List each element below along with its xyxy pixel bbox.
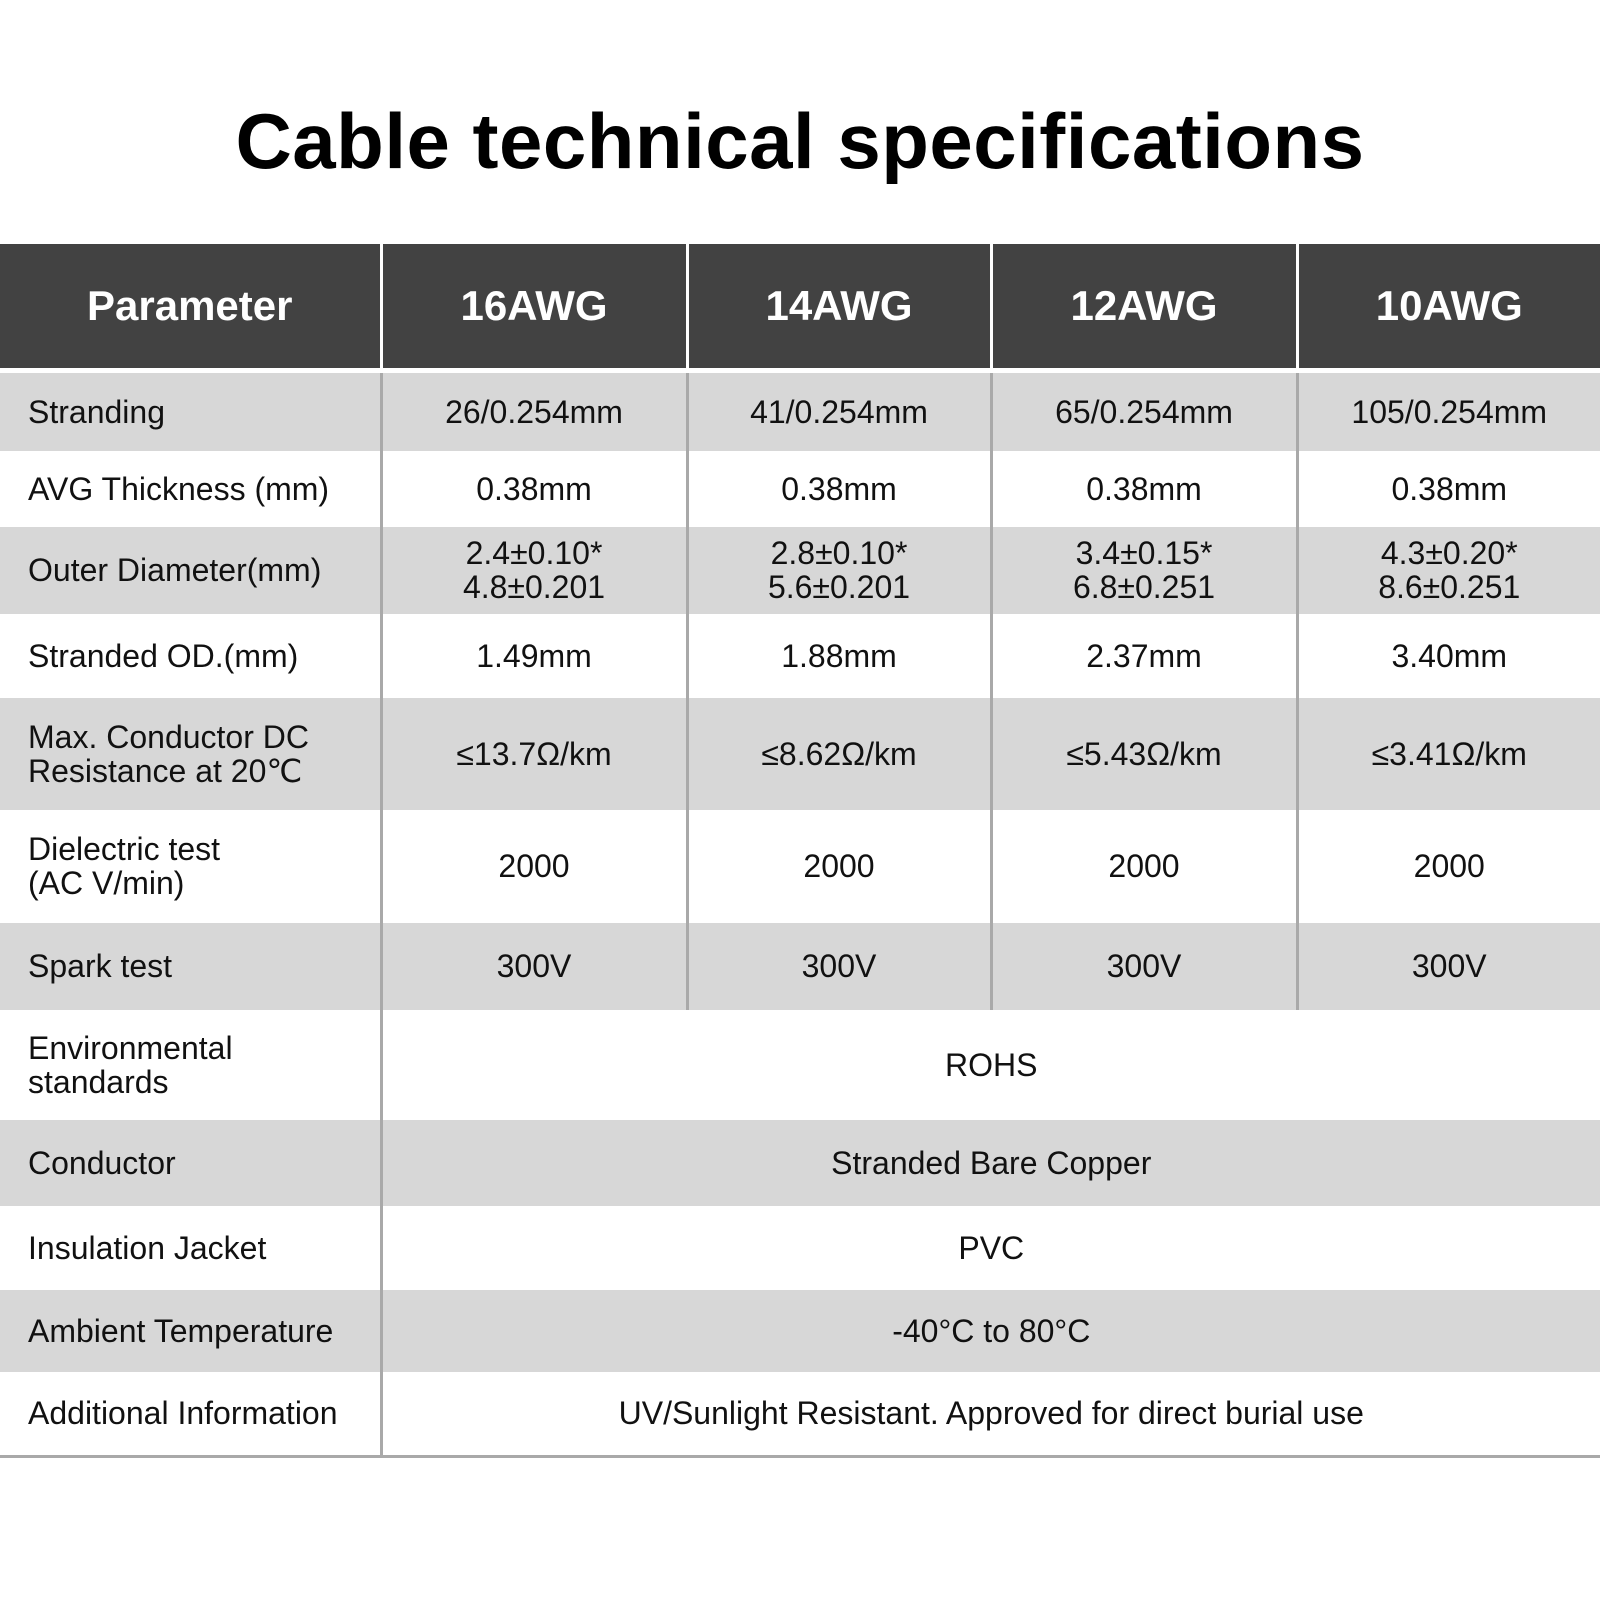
param-label: Spark test [0,923,381,1010]
param-label: Stranded OD.(mm) [0,614,381,698]
row-conductor [0,1120,1600,1206]
param-label: Stranding [0,371,381,451]
row-stranding [0,371,1600,451]
value-line: 2.4±0.10* [465,535,603,571]
value-cell: 0.38mm [1297,451,1600,527]
param-line: (AC V/min) [28,865,185,901]
row-avg-thickness [0,451,1600,527]
param-line: Resistance at 20℃ [28,752,303,789]
param-label: Insulation Jacket [0,1206,381,1290]
header-row [0,244,1600,371]
row-stranded-od [0,614,1600,698]
value-cell: ≤13.7Ω/km [381,698,687,810]
value-cell: 2000 [991,810,1297,923]
value-line: 2.8±0.10* [770,535,908,571]
header-14awg: 14AWG [687,244,991,371]
param-label: AVG Thickness (mm) [0,451,381,527]
value-cell: 65/0.254mm [991,371,1297,451]
value-cell: 300V [381,923,687,1010]
header-12awg: 12AWG [991,244,1297,371]
value-line: 6.8±0.251 [1072,569,1216,605]
header-16awg: 16AWG [381,244,687,371]
merged-value-cell: UV/Sunlight Resistant. Approved for direct burial use [381,1372,1600,1457]
row-environmental-standards [0,1010,1600,1120]
value-cell: 2000 [381,810,687,923]
value-cell: 2000 [1297,810,1600,923]
param-label [0,698,381,810]
value-line: 4.8±0.201 [462,569,606,605]
value-line: 5.6±0.201 [767,569,911,605]
value-line: 8.6±0.251 [1378,569,1521,605]
param-label: Ambient Temperature [0,1290,381,1372]
row-insulation-jacket [0,1206,1600,1290]
value-cell: ≤3.41Ω/km [1297,698,1600,810]
merged-value-cell: ROHS [381,1010,1600,1120]
value-cell: 2.37mm [991,614,1297,698]
param-label [0,810,381,923]
value-cell: 3.40mm [1297,614,1600,698]
value-cell: 105/0.254mm [1297,371,1600,451]
row-spark-test [0,923,1600,1010]
value-cell: 2000 [687,810,991,923]
param-label: Additional Information [0,1372,381,1457]
param-line: Environmental [28,1029,233,1066]
param-label [0,1010,381,1120]
value-cell: 1.88mm [687,614,991,698]
value-cell: 26/0.254mm [381,371,687,451]
param-line: standards [28,1063,169,1100]
value-cell [991,527,1297,614]
header-10awg: 10AWG [1297,244,1600,371]
page-title: Cable technical specifications [235,97,1365,185]
merged-value-cell: Stranded Bare Copper [381,1120,1600,1206]
row-dc-resistance [0,698,1600,810]
row-dielectric-test [0,810,1600,923]
value-cell [687,527,991,614]
merged-value-cell: -40°C to 80°C [381,1290,1600,1372]
value-cell [381,527,687,614]
spec-table [0,244,1600,1458]
value-cell: 300V [687,923,991,1010]
param-line: Max. Conductor DC [28,718,309,755]
value-cell: 300V [1297,923,1600,1010]
value-cell: ≤5.43Ω/km [991,698,1297,810]
row-outer-diameter [0,527,1600,614]
value-cell: ≤8.62Ω/km [687,698,991,810]
value-cell: 41/0.254mm [687,371,991,451]
value-cell: 0.38mm [381,451,687,527]
value-line: 3.4±0.15* [1075,535,1213,571]
value-cell: 0.38mm [991,451,1297,527]
param-line: Dielectric test [28,831,221,867]
value-line: 4.3±0.20* [1380,535,1518,571]
param-label: Conductor [0,1120,381,1206]
param-label: Outer Diameter(mm) [0,527,381,614]
value-cell: 300V [991,923,1297,1010]
value-cell: 1.49mm [381,614,687,698]
header-parameter: Parameter [0,244,381,371]
row-ambient-temperature [0,1290,1600,1372]
value-cell: 0.38mm [687,451,991,527]
row-additional-information [0,1372,1600,1457]
merged-value-cell: PVC [381,1206,1600,1290]
value-cell [1297,527,1600,614]
